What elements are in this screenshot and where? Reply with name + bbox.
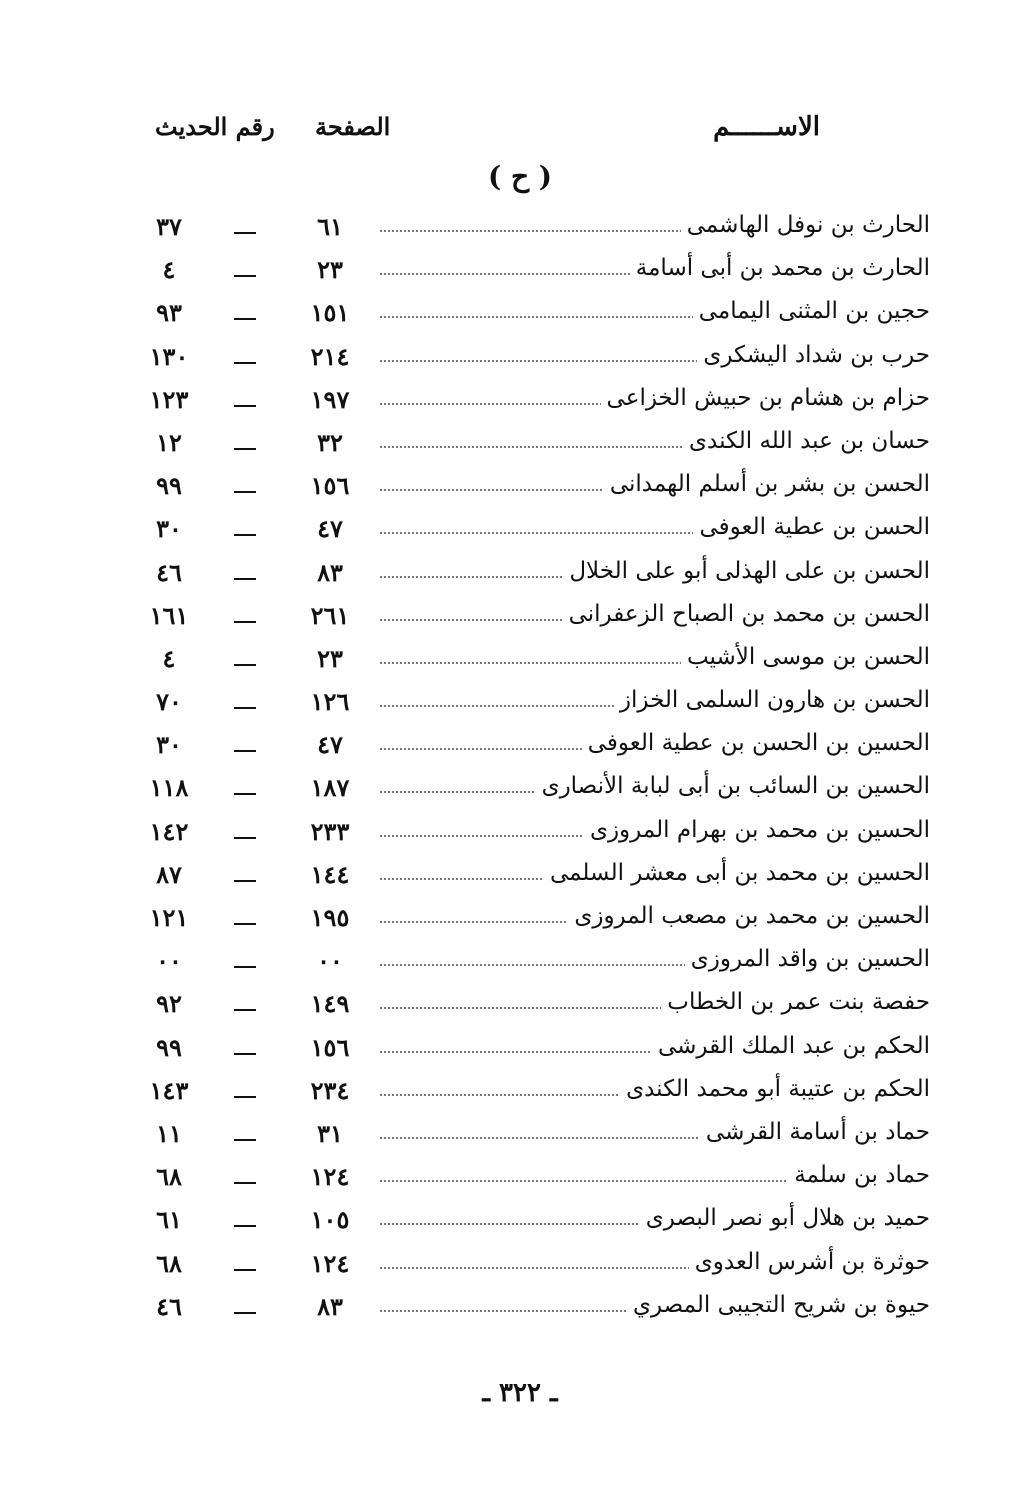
index-entry-row: [130, 554, 930, 597]
hadith-number: ٣٠: [156, 514, 182, 544]
separator-dash: [234, 534, 256, 536]
index-entry-row: [130, 899, 930, 942]
narrator-name: الحسين بن محمد بن مصعب المروزى: [568, 903, 930, 929]
narrator-name: الحسين بن محمد بن أبى معشر السلمى: [544, 860, 930, 886]
separator-dash: [234, 793, 256, 795]
index-list: [130, 208, 930, 1331]
narrator-name: الحارث بن نوفل الهاشمى: [681, 212, 930, 238]
separator-dash: [234, 578, 256, 580]
separator-dash: [234, 362, 256, 364]
hadith-number: ٤٦: [156, 1291, 182, 1321]
narrator-name: حفصة بنت عمر بن الخطاب: [661, 989, 930, 1015]
separator-dash: [234, 923, 256, 925]
index-entry-row: [130, 726, 930, 769]
page-reference: ١٥٦: [310, 1032, 350, 1062]
index-entry-row: [130, 1115, 930, 1158]
hadith-number: ٦٨: [156, 1162, 182, 1192]
narrator-name: حجين بن المثنى اليمامى: [693, 298, 930, 324]
hadith-number: ٦١: [156, 1205, 182, 1235]
hadith-number: ٩٩: [156, 1032, 182, 1062]
hadith-number: ٤٦: [156, 557, 182, 587]
index-entry-row: [130, 597, 930, 640]
narrator-name: الحسن بن عطية العوفى: [693, 514, 930, 540]
narrator-name: الحسن بن على الهذلى أبو على الخلال: [563, 558, 930, 584]
hadith-number: ٩٩: [156, 471, 182, 501]
separator-dash: [234, 1096, 256, 1098]
page-reference: ٨٣: [317, 557, 343, 587]
narrator-name: الحارث بن محمد بن أبى أسامة: [630, 255, 930, 281]
index-entry-row: [130, 1158, 930, 1201]
index-entry-row: [130, 467, 930, 510]
index-entry-row: [130, 1029, 930, 1072]
narrator-name: الحسن بن محمد بن الصباح الزعفرانى: [563, 601, 930, 627]
page-column-heading: الصفحة: [315, 112, 391, 141]
page-reference: ١٢٤: [310, 1162, 350, 1192]
separator-dash: [234, 448, 256, 450]
page-reference: ٢٣: [317, 255, 343, 285]
hadith-number: ١١٨: [149, 773, 189, 803]
hadith-number: ١١: [156, 1118, 182, 1148]
separator-dash: [234, 880, 256, 882]
separator-dash: [234, 405, 256, 407]
separator-dash: [234, 275, 256, 277]
narrator-name: الحسين بن محمد بن بهرام المروزى: [584, 817, 930, 843]
narrator-name: حزام بن هشام بن حبيش الخزاعى: [601, 385, 930, 411]
page-reference: ٨٣: [317, 1291, 343, 1321]
separator-dash: [234, 1225, 256, 1227]
hadith-number: ٦٨: [156, 1248, 182, 1278]
separator-dash: [234, 232, 256, 234]
separator-dash: [234, 491, 256, 493]
narrator-name: حماد بن أسامة القرشى: [700, 1119, 930, 1145]
hadith-number: ٨٧: [156, 859, 182, 889]
separator-dash: [234, 750, 256, 752]
hadith-number: ١٤٣: [149, 1075, 189, 1105]
narrator-name: حوثرة بن أشرس العدوى: [689, 1249, 930, 1275]
hadith-number: ٤: [162, 643, 176, 673]
narrator-name: الحسين بن واقد المروزى: [685, 946, 930, 972]
index-entry-row: [130, 1072, 930, 1115]
narrator-name: حسان بن عبد الله الكندى: [683, 428, 930, 454]
page-reference: ٤٧: [317, 514, 343, 544]
index-entry-row: [130, 813, 930, 856]
hadith-number: ٣٧: [156, 212, 182, 241]
index-entry-row: [130, 381, 930, 424]
index-entry-row: [130, 640, 930, 683]
hadith-number: ٧٠: [156, 687, 182, 717]
hadith-number: ١٢: [156, 427, 182, 457]
narrator-name: الحكم بن عبد الملك القرشى: [652, 1033, 930, 1059]
page-reference: ٤٧: [317, 730, 343, 760]
page-reference: ١٥٦: [310, 471, 350, 501]
index-entry-row: [130, 208, 930, 251]
hadith-number: ٣٠: [156, 730, 182, 760]
separator-dash: [234, 837, 256, 839]
page-number: ـ ٣٢٢ ـ: [482, 1378, 558, 1408]
narrator-name: الحسن بن بشر بن أسلم الهمدانى: [604, 471, 930, 497]
page-reference: ١٥١: [310, 298, 350, 328]
index-entry-row: [130, 683, 930, 726]
separator-dash: [234, 1009, 256, 1011]
index-entry-row: [130, 1288, 930, 1331]
index-entry-row: [130, 942, 930, 985]
narrator-name: حماد بن سلمة: [788, 1162, 930, 1188]
separator-dash: [234, 707, 256, 709]
index-entry-row: [130, 424, 930, 467]
page-reference: ١٤٤: [310, 859, 350, 889]
separator-dash: [234, 1312, 256, 1314]
hadith-number: ١٣٠: [149, 341, 189, 371]
index-entry-row: [130, 769, 930, 812]
hadith-number: ١٤٢: [149, 816, 189, 846]
narrator-name: الحسن بن هارون السلمى الخزاز: [614, 687, 930, 713]
page-reference: ١٢٦: [310, 687, 350, 717]
index-entry-row: [130, 856, 930, 899]
narrator-name: حرب بن شداد اليشكرى: [697, 342, 930, 368]
name-column-heading: الاســــــم: [713, 112, 820, 142]
index-entry-row: [130, 510, 930, 553]
page-reference: ١٤٩: [310, 989, 350, 1019]
hadith-number: ٤: [162, 255, 176, 285]
hadith-number: ٠٠: [156, 946, 182, 976]
page-reference: ١٢٤: [310, 1248, 350, 1278]
section-letter-heading: ( ح ): [487, 160, 553, 193]
index-entry-row: [130, 338, 930, 381]
page-reference: ٣١: [317, 1118, 343, 1148]
column-header: [140, 112, 820, 152]
page-reference: ٣٢: [317, 427, 343, 457]
separator-dash: [234, 1053, 256, 1055]
page-reference: ١٨٧: [310, 773, 350, 803]
page-reference: ٢٦١: [310, 600, 350, 630]
narrator-name: الحسين بن الحسن بن عطية العوفى: [582, 730, 930, 756]
separator-dash: [234, 621, 256, 623]
narrator-name: الحكم بن عتيبة أبو محمد الكندى: [620, 1076, 930, 1102]
hadith-number: ٩٢: [156, 989, 182, 1019]
page-reference: ٢٣: [317, 643, 343, 673]
separator-dash: [234, 1182, 256, 1184]
hadith-number: ١٦١: [149, 600, 189, 630]
narrator-name: الحسين بن السائب بن أبى لبابة الأنصارى: [536, 773, 930, 799]
hadith-number: ٩٣: [156, 298, 182, 328]
page-reference: ١٠٥: [310, 1205, 350, 1235]
index-entry-row: [130, 294, 930, 337]
separator-dash: [234, 966, 256, 968]
hadith-number: ١٢٣: [149, 384, 189, 414]
separator-dash: [234, 1269, 256, 1271]
page-reference: ١٩٧: [310, 384, 350, 414]
hadith-number-column-heading: رقم الحديث: [155, 112, 275, 141]
page-reference: ٦١: [317, 212, 343, 241]
index-entry-row: [130, 1245, 930, 1288]
page-reference: ٢١٤: [310, 341, 350, 371]
separator-dash: [234, 664, 256, 666]
hadith-number: ١٢١: [149, 903, 189, 932]
page-reference: ١٩٥: [310, 903, 350, 932]
index-entry-row: [130, 985, 930, 1028]
page-reference: ٢٣٤: [310, 1075, 350, 1105]
page-reference: ٠٠: [317, 946, 343, 976]
index-entry-row: [130, 251, 930, 294]
separator-dash: [234, 318, 256, 320]
index-entry-row: [130, 1201, 930, 1244]
page-reference: ٢٣٣: [310, 816, 350, 846]
separator-dash: [234, 1139, 256, 1141]
narrator-name: حميد بن هلال أبو نصر البصرى: [640, 1205, 930, 1231]
narrator-name: حيوة بن شريح التجيبى المصري: [627, 1292, 930, 1318]
narrator-name: الحسن بن موسى الأشيب: [681, 644, 930, 670]
